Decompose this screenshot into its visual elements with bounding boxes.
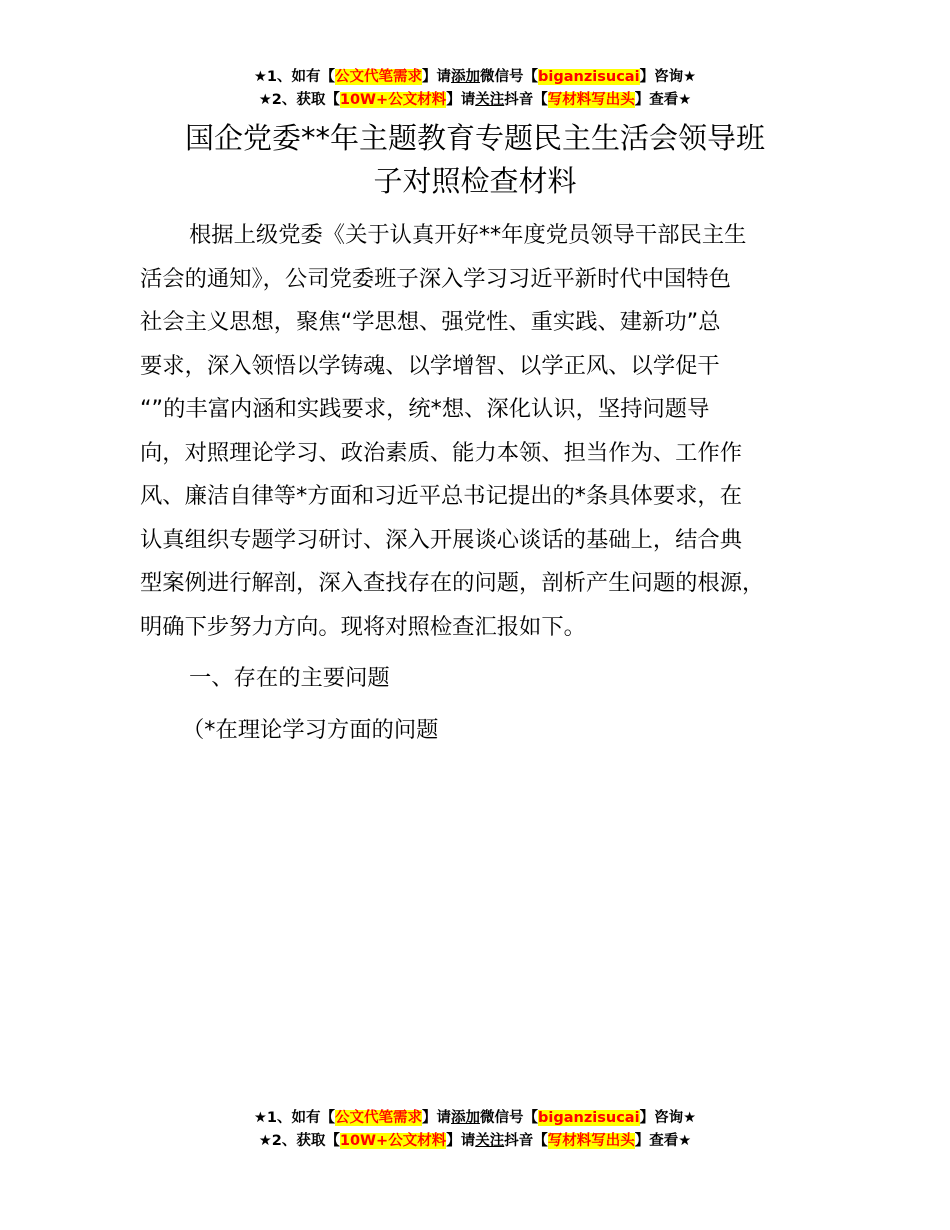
banner-line-2 [0,1130,950,1153]
section-heading: 一、存在的主要问题 [189,665,390,691]
banner-text: 】请 [422,1110,452,1126]
banner-text: 】咨询★ [639,1110,697,1126]
banner-highlight: 写材料写出头 [547,92,635,108]
title-line: 子对照检查材料 [373,164,577,198]
banner-underlined: 添加 [451,1110,481,1126]
banner-text: 抖音【 [504,92,548,108]
banner-text: 】请 [446,1133,476,1149]
banner-text: ★2、获取【 [258,1133,340,1149]
paragraph-line: 活会的通知》，公司党委班子深入学习习近平新时代中国特色 [140,265,731,292]
banner-highlight: 公文代笔需求 [335,1110,423,1126]
paragraph-line: “”的丰富内涵和实践要求，统*想、深化认识，坚持问题导 [140,396,710,422]
banner-text: ★1、如有【 [253,69,336,85]
footer-banner [0,1107,950,1153]
banner-highlight: 10W+公文材料 [339,92,447,108]
header-banner [0,66,950,112]
banner-underlined: 关注 [475,1133,505,1149]
banner-text: 】查看★ [634,1133,692,1149]
subsection-heading: （*在理论学习方面的问题 [182,717,439,743]
banner-text: ★1、如有【 [253,1110,336,1126]
banner-highlight: biganzisucai [538,1110,640,1126]
banner-highlight: 公文代笔需求 [335,69,423,85]
banner-text: 微信号【 [480,1110,539,1126]
paragraph-line: 明确下步努力方向。现将对照检查汇报如下。 [140,613,586,640]
title-line: 国企党委**年主题教育专题民主生活会领导班 [184,121,765,155]
banner-highlight: 写材料写出头 [547,1133,635,1149]
banner-text: ★2、获取【 [258,92,340,108]
banner-line-1 [0,66,950,89]
banner-text: 抖音【 [504,1133,548,1149]
banner-underlined: 关注 [475,92,505,108]
banner-text: 】请 [446,92,476,108]
paragraph-line: 型案例进行解剖，深入查找存在的问题，剖析产生问题的根源， [140,570,765,596]
paragraph-line: 向，对照理论学习、政治素质、能力本领、担当作为、工作作 [140,439,743,466]
paragraph-line: 根据上级党委《关于认真开好**年度党员领导干部民主生 [189,222,747,248]
banner-text: 微信号【 [480,69,539,85]
paragraph-line: 风、廉洁自律等*方面和习近平总书记提出的*条具体要求，在 [140,483,743,509]
banner-line-2 [0,89,950,112]
banner-highlight: biganzisucai [538,69,640,85]
banner-text: 】请 [422,69,452,85]
banner-highlight: 10W+公文材料 [339,1133,447,1149]
paragraph-line: 社会主义思想，聚焦“学思想、强党性、重实践、建新功”总 [140,309,721,335]
banner-underlined: 添加 [451,69,481,85]
body-paragraph [140,214,828,649]
paragraph-line: 认真组织专题学习研讨、深入开展谈心谈话的基础上，结合典 [140,526,743,553]
document-title [140,117,810,203]
banner-line-1 [0,1107,950,1130]
paragraph-line: 要求，深入领悟以学铸魂、以学增智、以学正风、以学促干 [140,352,720,379]
banner-text: 】咨询★ [639,69,697,85]
banner-text: 】查看★ [634,92,692,108]
